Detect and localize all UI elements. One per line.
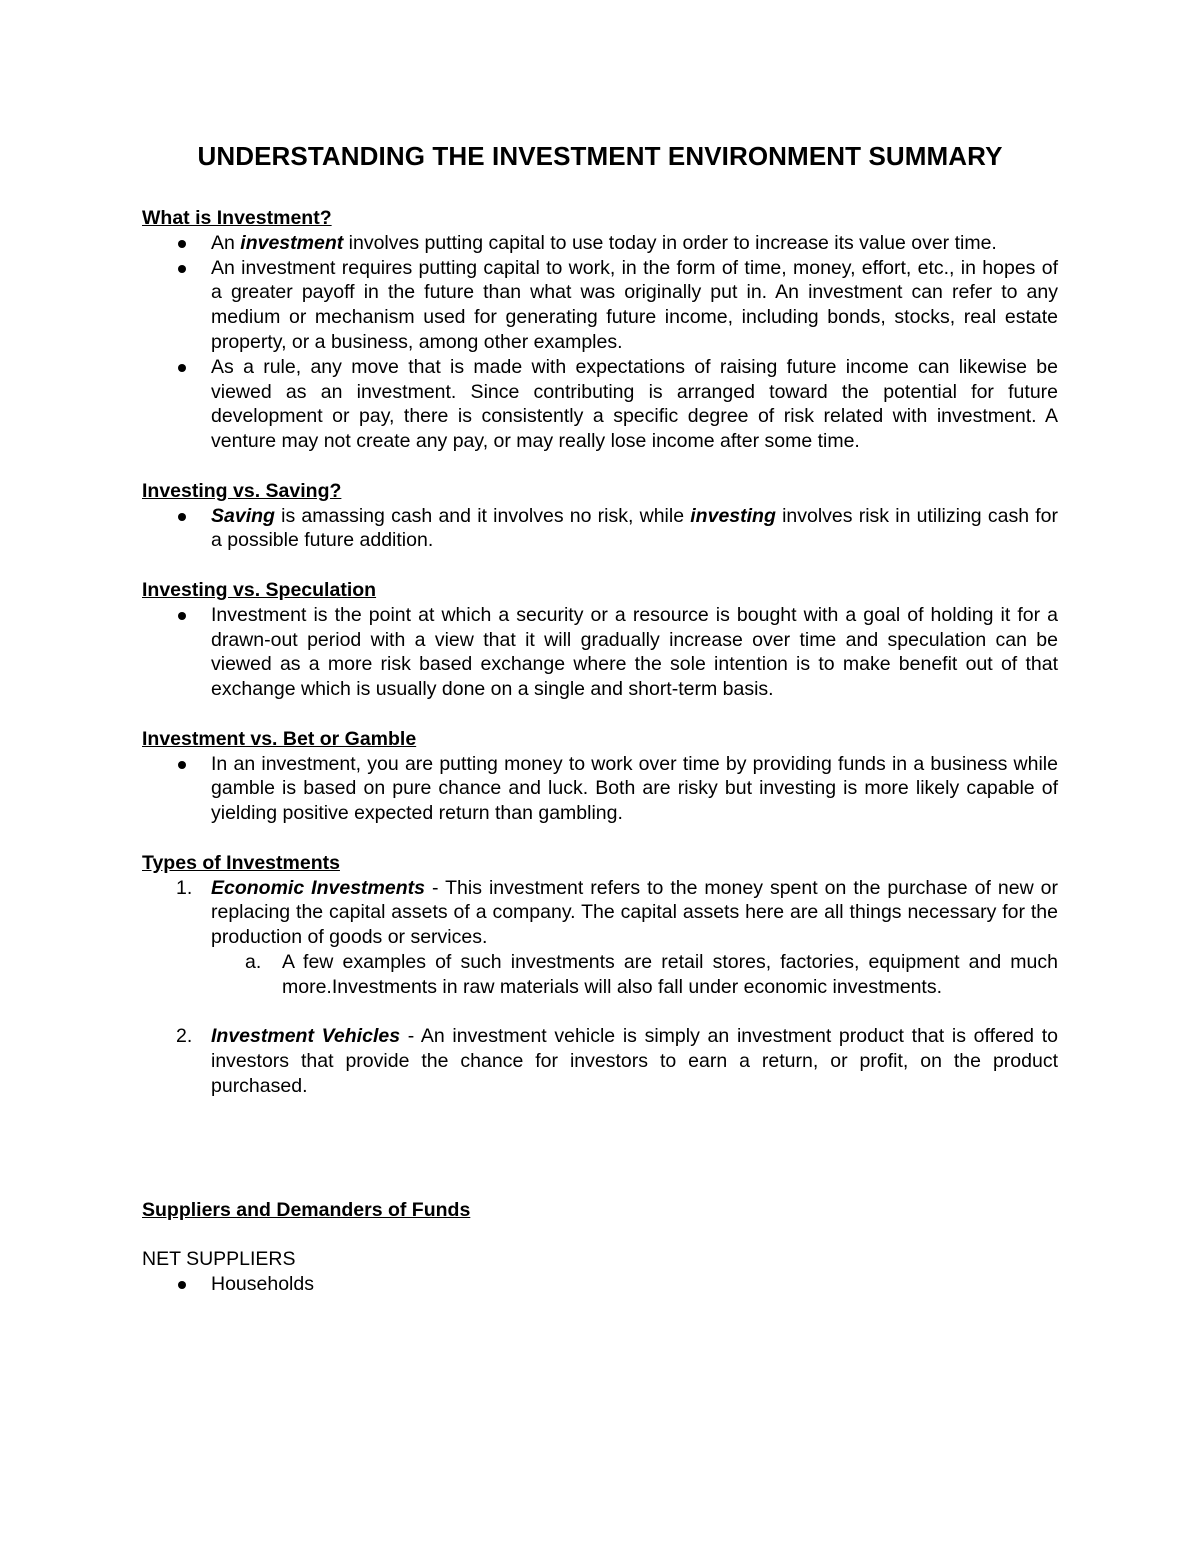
- subheading-net-suppliers: NET SUPPLIERS: [142, 1248, 296, 1271]
- section-investing-vs-saving: [142, 479, 1058, 553]
- bullet-list: [142, 603, 1058, 702]
- term-investment: investment: [240, 231, 344, 254]
- sub-list: [211, 950, 1058, 1000]
- sub-list-item: a. A few examples of such investments are retail stores, factories, equipment and much more.Investments in raw materials will also fall under economic investments.: [245, 950, 1058, 998]
- list-item: Investment is the point at which a security or a resource is bought with a goal of holding it for a drawn-out period with a view that it will gradually increase over time and speculation can be viewed as a more risk based exchange where the sole intention is to make benefit out of that exchange which is usually done on a single and short-term basis.: [142, 603, 1058, 702]
- list-letter: a.: [245, 950, 262, 973]
- section-types-of-investments: [142, 851, 1058, 1099]
- list-number: 1.: [176, 876, 193, 899]
- bullet-list: [142, 504, 1058, 554]
- term-investment-vehicles: Investment Vehicles: [211, 1025, 401, 1048]
- list-item: An investment requires putting capital to work, in the form of time, money, effort, etc., in hopes of a greater payoff in the future than what was originally put in. An investment can refer to any medium or mechanism used for generating future income, including bonds, stocks, real estate property, or a business, among other examples.: [142, 256, 1058, 355]
- bullet-icon: [178, 513, 186, 521]
- bullet-icon: [178, 364, 186, 372]
- list-item: An investment involves putting capital to use today in order to increase its value over time.: [142, 231, 1058, 256]
- bullet-list: [142, 752, 1058, 826]
- bullet-list: [142, 1272, 1058, 1297]
- term-saving: Saving: [211, 504, 275, 527]
- list-item: As a rule, any move that is made with expectations of raising future income can likewise be viewed as an investment. Since contributing is arranged toward the potential for future development or pay, there is consistently a specific degree of risk related with investment. A venture may not create any pay, or may really lose income after some time.: [142, 355, 1058, 454]
- section-heading: Suppliers and Demanders of Funds: [142, 1198, 471, 1221]
- document-title: UNDERSTANDING THE INVESTMENT ENVIRONMENT SUMMARY: [197, 141, 1003, 171]
- list-number: 2.: [176, 1025, 193, 1048]
- list-item: 1. Economic Investments - This investment refers to the money spent on the purchase of new or replacing the capital assets of a company. The capital assets here are all things necessary for the production of goods or services. a. A few examples of such investments are retail stores, factories, equipment and much more.Investments in raw materials will also fall under economic investments.: [176, 876, 1058, 998]
- bullet-list: [142, 231, 1058, 454]
- list-item: 2. Investment Vehicles - An investment vehicle is simply an investment product that is offered to investors that provide the chance for investors to earn a return, or profit, on the product purchased.: [176, 1025, 1058, 1097]
- term-economic-investments: Economic Investments: [211, 876, 425, 899]
- section-suppliers-demanders: [142, 1198, 1058, 1297]
- section-heading: Types of Investments: [142, 851, 340, 874]
- section-heading: What is Investment?: [142, 207, 332, 229]
- numbered-list: [142, 1024, 1058, 1098]
- bullet-icon: [178, 240, 186, 248]
- bullet-icon: [178, 612, 186, 620]
- bullet-icon: [178, 1281, 186, 1289]
- section-heading: Investing vs. Saving?: [142, 479, 342, 502]
- list-item: In an investment, you are putting money to work over time by providing funds in a business while gamble is based on pure chance and luck. Both are risky but investing is more likely capable of yielding positive expected return than gambling.: [142, 752, 1058, 826]
- numbered-list: [142, 876, 1058, 1000]
- section-heading: Investing vs. Speculation: [142, 578, 377, 601]
- section-what-is-investment: [142, 206, 1058, 454]
- bullet-icon: [178, 761, 186, 769]
- list-item: Saving is amassing cash and it involves no risk, while investing involves risk in utilizing cash for a possible future addition.: [142, 504, 1058, 554]
- term-investing: investing: [690, 504, 776, 527]
- section-investing-vs-speculation: [142, 578, 1058, 702]
- bullet-icon: [178, 265, 186, 273]
- section-investment-vs-gamble: [142, 727, 1058, 826]
- list-item: Households: [142, 1272, 1058, 1297]
- document-page: [142, 140, 1058, 1297]
- section-heading: Investment vs. Bet or Gamble: [142, 727, 417, 750]
